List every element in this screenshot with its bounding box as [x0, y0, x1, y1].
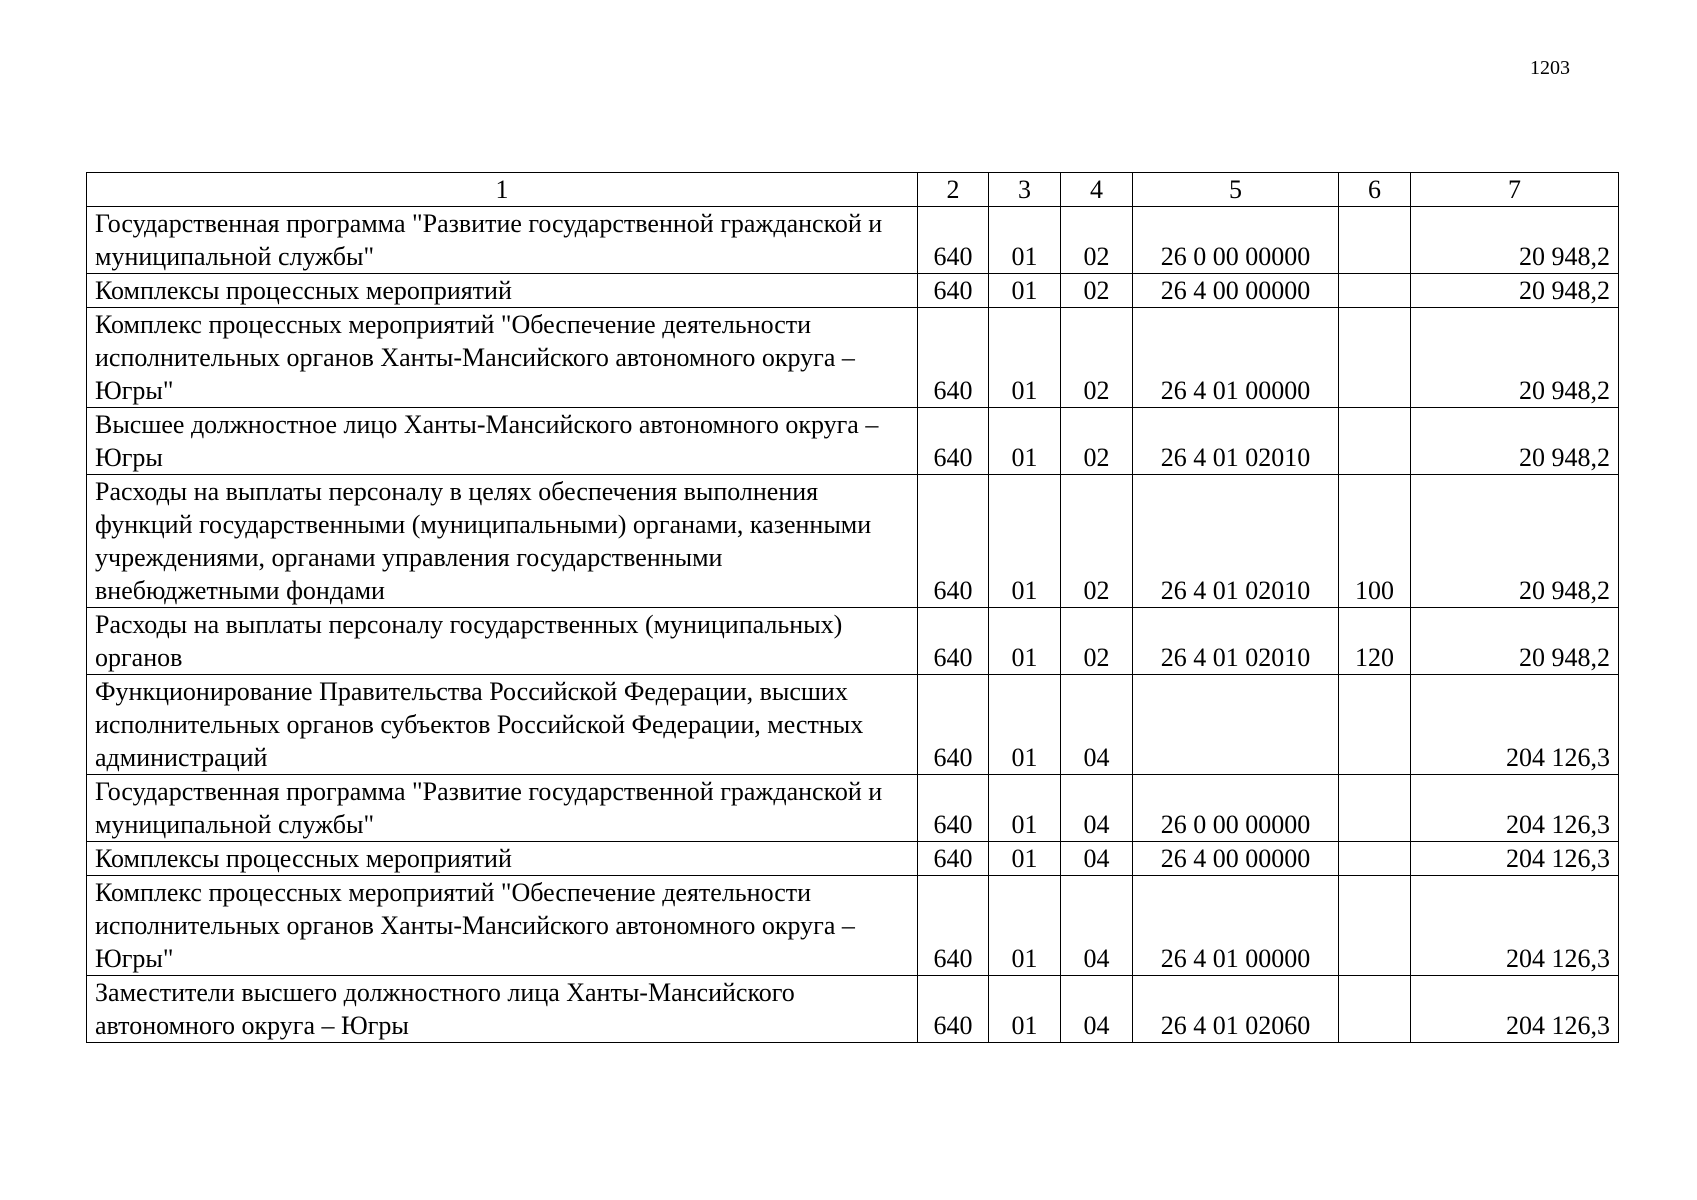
- section-code: 01: [989, 775, 1061, 842]
- section-code: 01: [989, 308, 1061, 408]
- row-name: Комплекс процессных мероприятий "Обеспечение деятельности исполнительных органов Ханты-Мансийского автономного округа – Югры": [87, 876, 918, 976]
- ministry-code: 640: [918, 274, 989, 308]
- table-row: [87, 408, 1619, 475]
- subsection-code: 02: [1061, 207, 1133, 274]
- subsection-code: 04: [1061, 775, 1133, 842]
- expense-type-code: 120: [1339, 608, 1411, 675]
- ministry-code: 640: [918, 876, 989, 976]
- table-row: [87, 608, 1619, 675]
- expense-type-code: [1339, 675, 1411, 775]
- table-row: [87, 775, 1619, 842]
- table-row: [87, 876, 1619, 976]
- column-header: 4: [1061, 173, 1133, 207]
- row-name: Расходы на выплаты персоналу в целях обеспечения выполнения функций государственными (муниципальными) органами, казенными учреждениями, органами управления государственными внебюджетными фондами: [87, 475, 918, 608]
- expense-type-code: [1339, 274, 1411, 308]
- row-name: Функционирование Правительства Российской Федерации, высших исполнительных органов субъектов Российской Федерации, местных администраций: [87, 675, 918, 775]
- table-row: [87, 842, 1619, 876]
- expense-type-code: [1339, 308, 1411, 408]
- target-article-code: 26 4 01 00000: [1133, 308, 1339, 408]
- row-name: Расходы на выплаты персоналу государственных (муниципальных) органов: [87, 608, 918, 675]
- row-name: Государственная программа "Развитие государственной гражданской и муниципальной службы": [87, 207, 918, 274]
- amount: 204 126,3: [1411, 976, 1619, 1043]
- section-code: 01: [989, 842, 1061, 876]
- row-name: Комплекс процессных мероприятий "Обеспечение деятельности исполнительных органов Ханты-Мансийского автономного округа – Югры": [87, 308, 918, 408]
- subsection-code: 02: [1061, 308, 1133, 408]
- table-row: [87, 274, 1619, 308]
- section-code: 01: [989, 274, 1061, 308]
- amount: 204 126,3: [1411, 876, 1619, 976]
- subsection-code: 02: [1061, 408, 1133, 475]
- ministry-code: 640: [918, 475, 989, 608]
- expense-type-code: [1339, 842, 1411, 876]
- table-row: [87, 475, 1619, 608]
- target-article-code: 26 4 01 02060: [1133, 976, 1339, 1043]
- row-name: Государственная программа "Развитие государственной гражданской и муниципальной службы": [87, 775, 918, 842]
- expense-type-code: [1339, 976, 1411, 1043]
- target-article-code: 26 4 01 02010: [1133, 408, 1339, 475]
- amount: 204 126,3: [1411, 675, 1619, 775]
- subsection-code: 04: [1061, 976, 1133, 1043]
- expense-type-code: [1339, 207, 1411, 274]
- section-code: 01: [989, 207, 1061, 274]
- column-header: 2: [918, 173, 989, 207]
- table-row: [87, 207, 1619, 274]
- subsection-code: 02: [1061, 274, 1133, 308]
- table-header-row: [87, 173, 1619, 207]
- table-row: [87, 976, 1619, 1043]
- amount: 20 948,2: [1411, 207, 1619, 274]
- target-article-code: 26 4 01 02010: [1133, 475, 1339, 608]
- expense-type-code: 100: [1339, 475, 1411, 608]
- ministry-code: 640: [918, 775, 989, 842]
- ministry-code: 640: [918, 608, 989, 675]
- table-row: [87, 675, 1619, 775]
- ministry-code: 640: [918, 675, 989, 775]
- amount: 204 126,3: [1411, 842, 1619, 876]
- target-article-code: 26 4 01 02010: [1133, 608, 1339, 675]
- target-article-code: 26 4 00 00000: [1133, 274, 1339, 308]
- subsection-code: 04: [1061, 876, 1133, 976]
- row-name: Заместители высшего должностного лица Ханты-Мансийского автономного округа – Югры: [87, 976, 918, 1043]
- section-code: 01: [989, 408, 1061, 475]
- amount: 20 948,2: [1411, 475, 1619, 608]
- expense-type-code: [1339, 876, 1411, 976]
- amount: 20 948,2: [1411, 274, 1619, 308]
- expense-type-code: [1339, 408, 1411, 475]
- column-header: 5: [1133, 173, 1339, 207]
- table-row: [87, 308, 1619, 408]
- target-article-code: 26 0 00 00000: [1133, 207, 1339, 274]
- section-code: 01: [989, 675, 1061, 775]
- target-article-code: 26 0 00 00000: [1133, 775, 1339, 842]
- column-header: 7: [1411, 173, 1619, 207]
- row-name: Комплексы процессных мероприятий: [87, 274, 918, 308]
- row-name: Высшее должностное лицо Ханты-Мансийского автономного округа – Югры: [87, 408, 918, 475]
- subsection-code: 02: [1061, 475, 1133, 608]
- expense-type-code: [1339, 775, 1411, 842]
- column-header: 3: [989, 173, 1061, 207]
- section-code: 01: [989, 475, 1061, 608]
- amount: 204 126,3: [1411, 775, 1619, 842]
- ministry-code: 640: [918, 207, 989, 274]
- subsection-code: 02: [1061, 608, 1133, 675]
- ministry-code: 640: [918, 842, 989, 876]
- amount: 20 948,2: [1411, 408, 1619, 475]
- amount: 20 948,2: [1411, 308, 1619, 408]
- ministry-code: 640: [918, 408, 989, 475]
- column-header: 6: [1339, 173, 1411, 207]
- subsection-code: 04: [1061, 842, 1133, 876]
- amount: 20 948,2: [1411, 608, 1619, 675]
- budget-table: [86, 172, 1619, 1043]
- target-article-code: 26 4 00 00000: [1133, 842, 1339, 876]
- target-article-code: [1133, 675, 1339, 775]
- section-code: 01: [989, 876, 1061, 976]
- row-name: Комплексы процессных мероприятий: [87, 842, 918, 876]
- section-code: 01: [989, 976, 1061, 1043]
- target-article-code: 26 4 01 00000: [1133, 876, 1339, 976]
- section-code: 01: [989, 608, 1061, 675]
- page-number: 1203: [1530, 57, 1570, 79]
- ministry-code: 640: [918, 308, 989, 408]
- column-header: 1: [87, 173, 918, 207]
- ministry-code: 640: [918, 976, 989, 1043]
- subsection-code: 04: [1061, 675, 1133, 775]
